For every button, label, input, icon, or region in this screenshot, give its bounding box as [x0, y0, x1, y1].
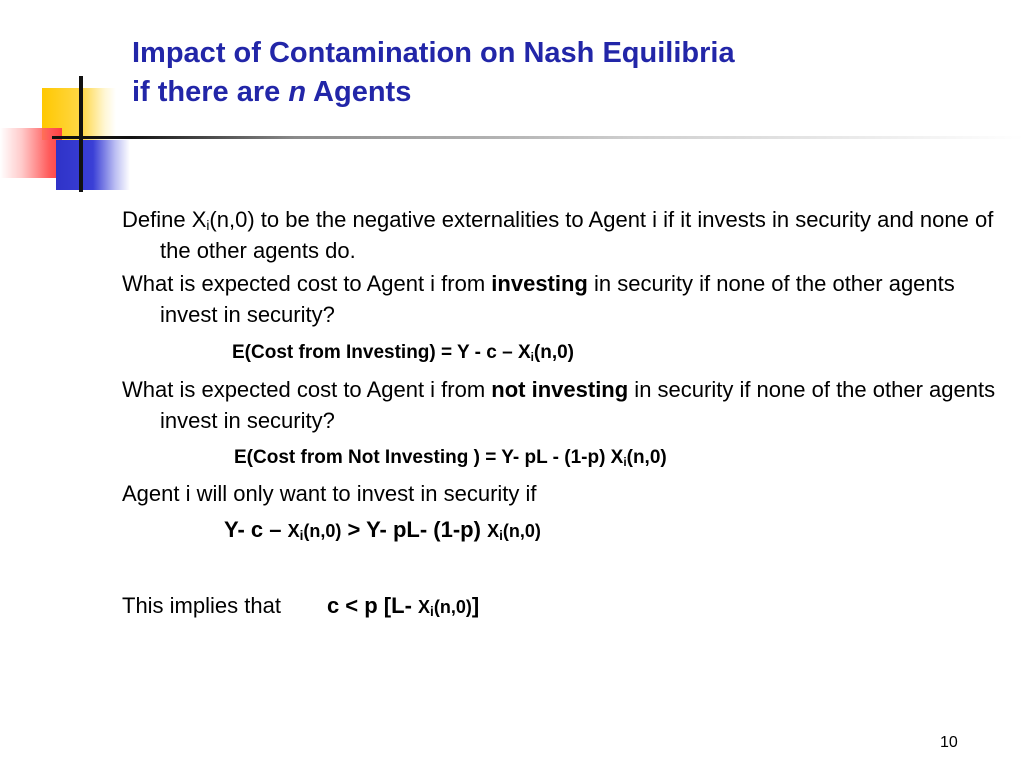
equation-condition: Y- $c - X_i(n,0) > Y-$ pL- (1-p) $X_i(n,0)$	[224, 517, 541, 543]
paragraph-define: Define $X_i(n,0)$ to be the negative externalities to Agent i if it invests in security and none of the other agents do.	[122, 207, 994, 263]
equation-cost-investing: E(Cost from Investing) = Y - c – $X_i(n,0)$	[232, 342, 575, 364]
title-variable-n: n	[288, 76, 307, 108]
title-line-2-pre: if there are	[132, 76, 289, 108]
paragraph-question-investing: What is expected cost to Agent i from investing in security if none of the other agents invest in security?	[122, 271, 955, 327]
decor-blue-square	[56, 140, 130, 190]
title-line-1: Impact of Contamination on Nash Equilibria	[132, 37, 735, 69]
slide-title	[132, 34, 735, 112]
paragraph-implication: This implies that c < p [L- $X_i(n,0)$]	[122, 593, 480, 619]
paragraph-question-not-investing: What is expected cost to Agent i from not investing in security if none of the other agents invest in security?	[122, 377, 996, 433]
implication-inequality: c < p [L- $X_i(n,0)$]	[326, 593, 480, 619]
decor-horizontal-rule	[52, 136, 1024, 139]
title-line-2-post: Agents	[306, 76, 412, 108]
page-number: 10	[940, 734, 958, 751]
equation-cost-not-investing: E(Cost from Not Investing ) = Y- pL - (1-p) $X_i(n,0)$	[234, 447, 667, 469]
decor-vertical-line	[79, 76, 83, 192]
paragraph-condition: Agent i will only want to invest in security if	[122, 481, 537, 506]
